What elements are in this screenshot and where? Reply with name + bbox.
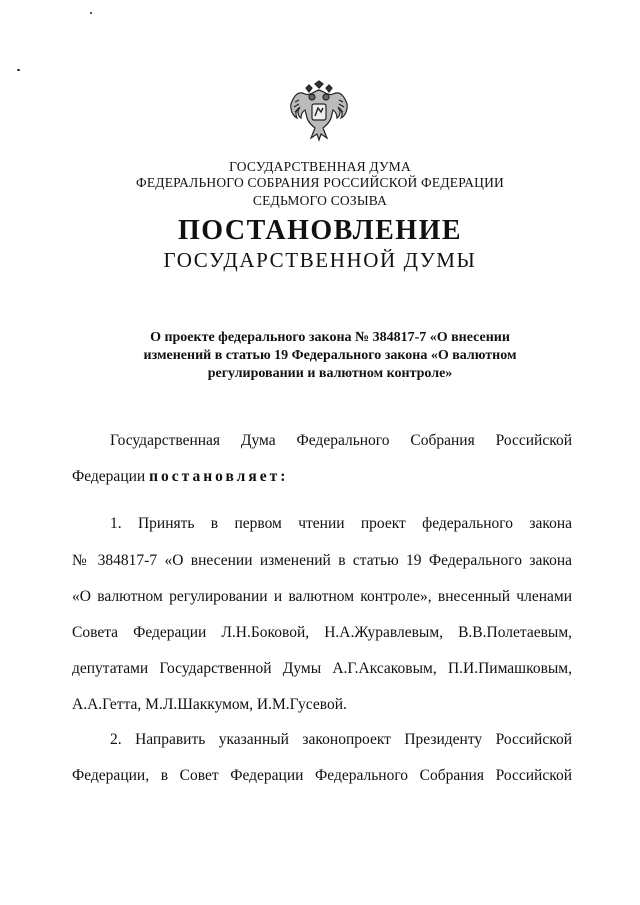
duma-header-line-1: ГОСУДАРСТВЕННАЯ ДУМА — [229, 159, 411, 174]
duma-header-line-2: ФЕДЕРАЛЬНОГО СОБРАНИЯ РОССИЙСКОЙ ФЕДЕРАЦИИ — [136, 175, 504, 190]
resolution-title — [110, 329, 550, 383]
coat-of-arms-emblem-icon — [287, 80, 351, 144]
title-line: регулировании и валютном контроле» — [207, 366, 453, 381]
title-line: изменений в статью 19 Федерального закона «О валютном — [143, 348, 517, 363]
paragraph-1-line: А.А.Гетта, М.Л.Шаккумом, И.М.Гусевой. — [72, 696, 347, 713]
scan-speck — [17, 69, 20, 71]
duma-header-line-3: СЕДЬМОГО СОЗЫВА — [252, 193, 388, 208]
preamble-line-2 — [72, 468, 572, 488]
preamble-prefix: Федерации — [72, 468, 146, 485]
scan-speck — [90, 12, 92, 14]
preamble-line-1: Государственная Дума Федерального Собрания Российской — [110, 432, 572, 449]
paragraph-1-line: «О валютном регулировании и валютном контроле», внесенный членами — [72, 588, 572, 605]
paragraph-2-line: 2. Направить указанный законопроект Президенту Российской — [110, 731, 572, 748]
paragraph-1-line: депутатами Государственной Думы А.Г.Аксаковым, П.И.Пимашковым, — [72, 660, 572, 677]
title-line: О проекте федерального закона № 384817-7 «О внесении — [150, 330, 510, 345]
preamble-decree-verb: постановляет: — [149, 468, 289, 485]
document-issuer-subheading: ГОСУДАРСТВЕННОЙ ДУМЫ — [163, 248, 477, 272]
paragraph-1-line: 1. Принять в первом чтении проект федерального закона — [110, 515, 572, 532]
paragraph-1-line: Совета Федерации Л.Н.Боковой, Н.А.Журавлевым, В.В.Полетаевым, — [72, 624, 572, 641]
paragraph-2-line: Федерации, в Совет Федерации Федерального Собрания Российской — [72, 767, 572, 784]
paragraph-1-line: № 384817-7 «О внесении изменений в статью 19 Федерального закона — [72, 552, 572, 569]
document-type-heading: ПОСТАНОВЛЕНИЕ — [177, 215, 463, 246]
